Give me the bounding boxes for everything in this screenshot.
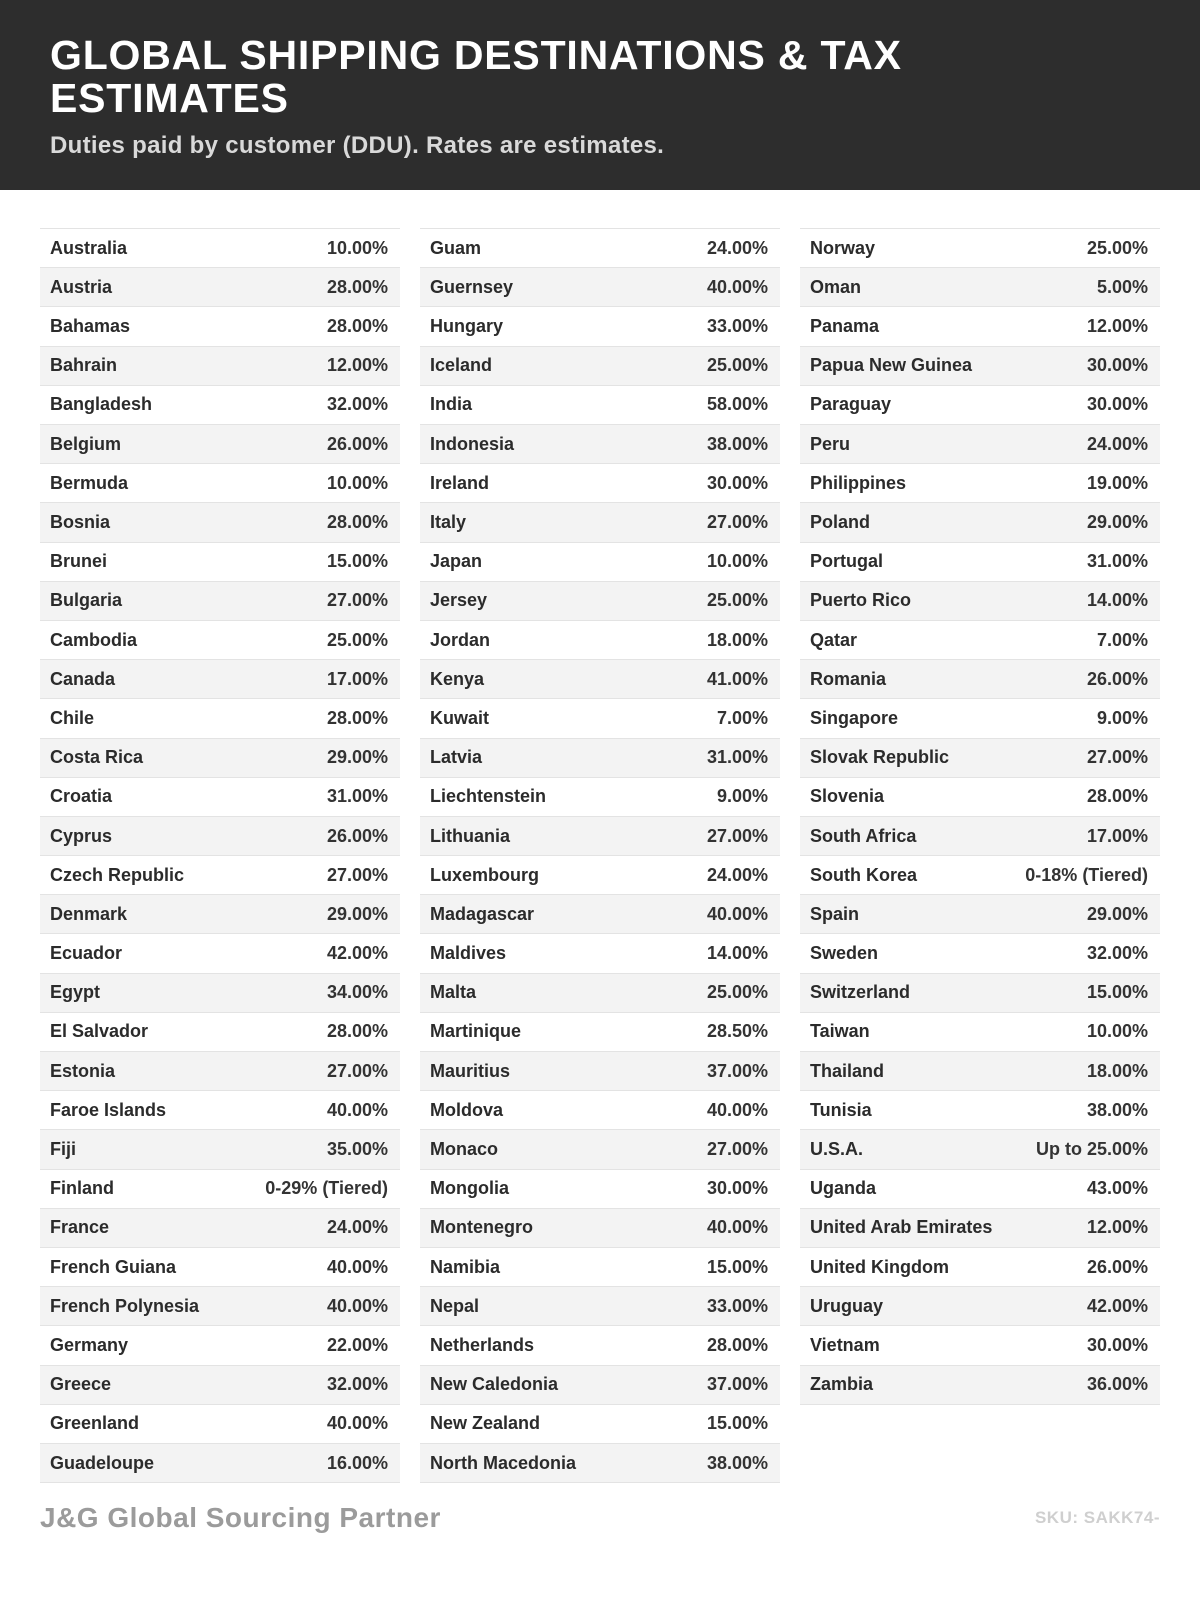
table-row: [420, 1326, 780, 1365]
table-column-3: [800, 228, 1160, 1405]
table-row: [40, 778, 400, 817]
tax-rate: 31.00%: [1086, 551, 1148, 572]
tax-rate: 9.00%: [716, 786, 768, 807]
table-row: [40, 974, 400, 1013]
table-row: [420, 1209, 780, 1248]
tax-rate: 12.00%: [326, 355, 388, 376]
country-name: France: [50, 1217, 110, 1238]
country-name: New Caledonia: [430, 1374, 559, 1395]
table-row: [800, 974, 1160, 1013]
tax-rate: 27.00%: [706, 512, 768, 532]
page-title: GLOBAL SHIPPING DESTINATIONS & TAX ESTIMATES: [50, 32, 902, 122]
tax-rate: 27.00%: [1086, 747, 1148, 768]
tax-rate: 29.00%: [1086, 903, 1148, 924]
tax-rate: 40.00%: [706, 1217, 768, 1238]
country-name: Spain: [810, 903, 860, 924]
country-name: Paraguay: [810, 394, 892, 415]
country-name: Zambia: [810, 1374, 874, 1395]
table-row: [800, 895, 1160, 934]
tax-rate: 12.00%: [1086, 1217, 1148, 1238]
country-name: Monaco: [430, 1139, 499, 1159]
country-name: Brunei: [50, 551, 108, 572]
country-name: Jordan: [430, 629, 491, 650]
country-name: Belgium: [50, 433, 122, 454]
country-name: Iceland: [430, 355, 493, 376]
tax-rate: 27.00%: [706, 1139, 768, 1159]
country-name: Australia: [50, 237, 128, 258]
tax-rate: 27.00%: [326, 1060, 388, 1081]
tax-rate: 5.00%: [1096, 276, 1148, 297]
tax-rate: Up to 25.00%: [1035, 1139, 1148, 1159]
tax-rate: 9.00%: [1096, 707, 1148, 728]
table-row: [800, 739, 1160, 778]
tax-rate: 29.00%: [1086, 512, 1148, 532]
table-row: [420, 1366, 780, 1405]
tax-rate: 17.00%: [326, 668, 388, 689]
table-row: [800, 229, 1160, 268]
table-row: [800, 856, 1160, 895]
table-row: [40, 699, 400, 738]
country-name: Germany: [50, 1334, 129, 1355]
tax-rate: 34.00%: [326, 982, 388, 1003]
table-row: [40, 1326, 400, 1365]
footer: [40, 1502, 1160, 1534]
table-row: [800, 425, 1160, 464]
country-name: Indonesia: [430, 433, 515, 454]
tax-rate: 25.00%: [1086, 237, 1148, 258]
tax-rate: 0-29% (Tiered): [265, 1178, 388, 1199]
table-row: [40, 1248, 400, 1287]
table-row: [420, 1248, 780, 1287]
table-row: [40, 425, 400, 464]
country-name: Egypt: [50, 982, 101, 1003]
tax-rate: 30.00%: [706, 1178, 768, 1199]
page-subtitle: Duties paid by customer (DDU). Rates are estimates.: [50, 132, 665, 160]
tax-rate: 25.00%: [706, 982, 768, 1003]
tax-rate: 27.00%: [326, 864, 388, 885]
country-name: Czech Republic: [50, 864, 185, 885]
table-row: [800, 582, 1160, 621]
table-row: [420, 582, 780, 621]
table-row: [800, 1091, 1160, 1130]
tax-rate: 25.00%: [706, 355, 768, 376]
tax-rate: 28.00%: [326, 276, 388, 297]
table-row: [800, 1052, 1160, 1091]
country-name: Fiji: [50, 1139, 76, 1159]
table-row: [420, 543, 780, 582]
table-row: [420, 778, 780, 817]
table-row: [800, 503, 1160, 542]
tax-rate: 35.00%: [326, 1139, 388, 1159]
tax-rate: 24.00%: [326, 1217, 388, 1238]
table-row: [40, 817, 400, 856]
country-name: Puerto Rico: [810, 590, 912, 611]
tax-rate: 19.00%: [1086, 472, 1148, 493]
tax-rate: 37.00%: [706, 1374, 768, 1395]
country-name: Bahrain: [50, 355, 118, 376]
country-name: Thailand: [810, 1060, 885, 1081]
header-banner: [0, 0, 1200, 190]
tax-rate: 37.00%: [706, 1060, 768, 1081]
table-row: [420, 386, 780, 425]
table-row: [420, 660, 780, 699]
table-row: [800, 1326, 1160, 1365]
table-row: [40, 621, 400, 660]
tax-rate: 28.00%: [326, 316, 388, 337]
country-name: Norway: [810, 237, 876, 258]
country-name: South Korea: [810, 864, 918, 885]
country-name: Vietnam: [810, 1334, 880, 1355]
table-row: [40, 543, 400, 582]
tax-rate: 15.00%: [706, 1413, 768, 1434]
country-name: Cambodia: [50, 629, 138, 650]
table-row: [420, 856, 780, 895]
table-row: [40, 268, 400, 307]
table-row: [40, 1287, 400, 1326]
tax-rate: 14.00%: [706, 943, 768, 964]
country-name: Uganda: [810, 1178, 877, 1199]
country-name: Slovak Republic: [810, 747, 950, 768]
table-row: [420, 934, 780, 973]
table-row: [420, 895, 780, 934]
tax-rate: 15.00%: [326, 551, 388, 572]
country-name: Martinique: [430, 1021, 522, 1042]
table-row: [420, 974, 780, 1013]
country-name: Luxembourg: [430, 864, 540, 885]
country-name: Guam: [430, 237, 482, 258]
table-row: [40, 1013, 400, 1052]
tax-rate: 22.00%: [326, 1334, 388, 1355]
country-name: El Salvador: [50, 1021, 149, 1042]
country-name: Austria: [50, 276, 113, 297]
tax-rate: 41.00%: [706, 668, 768, 689]
tax-rate: 40.00%: [326, 1295, 388, 1316]
tax-rate: 16.00%: [326, 1452, 388, 1473]
country-name: Greece: [50, 1374, 112, 1395]
country-name: Moldova: [430, 1099, 504, 1120]
table-row: [800, 268, 1160, 307]
tax-rate: 38.00%: [706, 1452, 768, 1473]
tax-rate: 26.00%: [326, 825, 388, 846]
table-row: [40, 739, 400, 778]
tax-rate: 15.00%: [1086, 982, 1148, 1003]
table-row: [40, 1405, 400, 1444]
tax-rate: 28.00%: [706, 1334, 768, 1355]
table-row: [420, 347, 780, 386]
country-name: Cyprus: [50, 825, 113, 846]
country-name: Kuwait: [430, 707, 490, 728]
table-row: [40, 1091, 400, 1130]
tax-rate: 18.00%: [1086, 1060, 1148, 1081]
country-name: Jersey: [430, 590, 488, 611]
country-name: Taiwan: [810, 1021, 870, 1042]
country-name: Tunisia: [810, 1099, 872, 1120]
table-row: [40, 856, 400, 895]
tax-rate: 24.00%: [706, 237, 768, 258]
table-row: [800, 1366, 1160, 1405]
country-name: Latvia: [430, 747, 483, 768]
country-name: United Kingdom: [810, 1256, 949, 1277]
tax-rate: 26.00%: [1086, 1256, 1148, 1277]
table-row: [800, 1248, 1160, 1287]
country-name: Canada: [50, 668, 116, 689]
tax-rate: 30.00%: [1086, 355, 1148, 376]
country-name: Romania: [810, 668, 887, 689]
country-name: French Polynesia: [50, 1295, 200, 1316]
tax-rate: 42.00%: [326, 943, 388, 964]
table-row: [40, 464, 400, 503]
tax-rate: 40.00%: [326, 1413, 388, 1434]
country-name: Faroe Islands: [50, 1099, 167, 1120]
tax-rate: 25.00%: [706, 590, 768, 611]
table-row: [420, 1444, 780, 1483]
table-row: [800, 386, 1160, 425]
country-name: Bangladesh: [50, 394, 153, 415]
country-name: Ecuador: [50, 943, 123, 964]
table-row: [800, 660, 1160, 699]
tax-rate: 29.00%: [326, 903, 388, 924]
table-row: [40, 1209, 400, 1248]
country-name: India: [430, 394, 473, 415]
tax-rate: 32.00%: [1086, 943, 1148, 964]
table-row: [420, 1170, 780, 1209]
tax-rate: 32.00%: [326, 394, 388, 415]
tax-rate: 10.00%: [706, 551, 768, 572]
tax-rate: 40.00%: [326, 1256, 388, 1277]
country-name: Switzerland: [810, 982, 911, 1003]
tax-rate: 28.00%: [326, 512, 388, 532]
tax-rate: 10.00%: [326, 472, 388, 493]
sku-label: SKU: SAKK74-: [1034, 1508, 1160, 1527]
tax-rate: 40.00%: [706, 903, 768, 924]
table-row: [40, 229, 400, 268]
brand-name: J&G Global Sourcing Partner: [40, 1502, 441, 1533]
table-row: [40, 1444, 400, 1483]
country-name: Denmark: [50, 903, 128, 924]
tax-rate: 7.00%: [716, 707, 768, 728]
tax-rate: 38.00%: [1086, 1099, 1148, 1120]
table-row: [800, 464, 1160, 503]
country-name: Bermuda: [50, 472, 129, 493]
table-row: [420, 268, 780, 307]
table-column-1: [40, 228, 400, 1483]
tax-rates-table: [0, 190, 1200, 1483]
country-name: Lithuania: [430, 825, 510, 846]
table-row: [420, 739, 780, 778]
table-row: [800, 347, 1160, 386]
country-name: South Africa: [810, 825, 917, 846]
tax-rate: 7.00%: [1096, 629, 1148, 650]
tax-rate: 10.00%: [326, 237, 388, 258]
country-name: Qatar: [810, 629, 858, 650]
table-row: [420, 307, 780, 346]
table-row: [40, 386, 400, 425]
tax-rate: 29.00%: [326, 747, 388, 768]
tax-rate: 33.00%: [706, 316, 768, 337]
country-name: Guadeloupe: [50, 1452, 155, 1473]
tax-rate: 40.00%: [706, 276, 768, 297]
country-name: Liechtenstein: [430, 786, 547, 807]
country-name: Peru: [810, 433, 851, 454]
table-row: [420, 503, 780, 542]
table-row: [40, 1052, 400, 1091]
country-name: Guernsey: [430, 276, 514, 297]
table-row: [800, 817, 1160, 856]
country-name: Slovenia: [810, 786, 885, 807]
tax-rate: 24.00%: [1086, 433, 1148, 454]
table-row: [40, 1130, 400, 1169]
table-row: [800, 1287, 1160, 1326]
table-row: [420, 1405, 780, 1444]
country-name: U.S.A.: [810, 1139, 864, 1159]
table-row: [800, 621, 1160, 660]
country-name: Bosnia: [50, 512, 111, 532]
tax-rate: 30.00%: [1086, 394, 1148, 415]
country-name: New Zealand: [430, 1413, 541, 1434]
country-name: North Macedonia: [430, 1452, 577, 1473]
tax-rate: 36.00%: [1086, 1374, 1148, 1395]
country-name: Italy: [430, 512, 467, 532]
tax-rate: 27.00%: [706, 825, 768, 846]
country-name: Montenegro: [430, 1217, 533, 1238]
tax-rate: 14.00%: [1086, 590, 1148, 611]
table-row: [40, 582, 400, 621]
tax-rate: 25.00%: [326, 629, 388, 650]
tax-rate: 10.00%: [1086, 1021, 1148, 1042]
table-row: [420, 464, 780, 503]
tax-rate: 28.00%: [1086, 786, 1148, 807]
table-row: [800, 1130, 1160, 1169]
country-name: United Arab Emirates: [810, 1217, 993, 1238]
table-row: [40, 503, 400, 542]
tax-rate: 40.00%: [706, 1099, 768, 1120]
table-row: [420, 425, 780, 464]
tax-rate: 30.00%: [706, 472, 768, 493]
country-name: Philippines: [810, 472, 907, 493]
country-name: Costa Rica: [50, 747, 144, 768]
country-name: Estonia: [50, 1060, 116, 1081]
country-name: Bulgaria: [50, 590, 123, 611]
tax-rate: 32.00%: [326, 1374, 388, 1395]
table-row: [40, 1366, 400, 1405]
country-name: Ireland: [430, 472, 490, 493]
table-row: [800, 1209, 1160, 1248]
tax-rate: 17.00%: [1086, 825, 1148, 846]
tax-rate: 27.00%: [326, 590, 388, 611]
tax-rate: 0-18% (Tiered): [1025, 864, 1148, 885]
country-name: Poland: [810, 512, 871, 532]
country-name: Nepal: [430, 1295, 480, 1316]
tax-rate: 28.00%: [326, 1021, 388, 1042]
country-name: Malta: [430, 982, 477, 1003]
country-name: Uruguay: [810, 1295, 884, 1316]
tax-rate: 28.00%: [326, 707, 388, 728]
table-row: [420, 1130, 780, 1169]
tax-rate: 12.00%: [1086, 316, 1148, 337]
table-row: [800, 699, 1160, 738]
tax-rate: 40.00%: [326, 1099, 388, 1120]
country-name: Netherlands: [430, 1334, 535, 1355]
country-name: Japan: [430, 551, 483, 572]
tax-rate: 33.00%: [706, 1295, 768, 1316]
table-row: [800, 1170, 1160, 1209]
tax-rate: 38.00%: [706, 433, 768, 454]
country-name: Madagascar: [430, 903, 535, 924]
table-column-2: [420, 228, 780, 1483]
tax-rate: 18.00%: [706, 629, 768, 650]
table-row: [40, 660, 400, 699]
table-row: [800, 543, 1160, 582]
table-row: [420, 621, 780, 660]
table-row: [420, 817, 780, 856]
tax-rate: 30.00%: [1086, 1334, 1148, 1355]
tax-rate: 28.50%: [706, 1021, 768, 1042]
country-name: Singapore: [810, 707, 899, 728]
table-row: [800, 307, 1160, 346]
country-name: Maldives: [430, 943, 507, 964]
tax-rate: 58.00%: [706, 394, 768, 415]
table-row: [800, 1013, 1160, 1052]
country-name: Namibia: [430, 1256, 501, 1277]
tax-rate: 31.00%: [326, 786, 388, 807]
country-name: Croatia: [50, 786, 113, 807]
country-name: Chile: [50, 707, 95, 728]
table-row: [420, 1013, 780, 1052]
table-row: [420, 1287, 780, 1326]
table-row: [800, 778, 1160, 817]
table-row: [40, 934, 400, 973]
country-name: French Guiana: [50, 1256, 177, 1277]
tax-rate: 26.00%: [326, 433, 388, 454]
tax-rate: 24.00%: [706, 864, 768, 885]
country-name: Bahamas: [50, 316, 131, 337]
tax-rate: 26.00%: [1086, 668, 1148, 689]
tax-rate: 15.00%: [706, 1256, 768, 1277]
country-name: Greenland: [50, 1413, 140, 1434]
country-name: Portugal: [810, 551, 884, 572]
tax-rate: 31.00%: [706, 747, 768, 768]
table-row: [40, 347, 400, 386]
table-row: [800, 934, 1160, 973]
country-name: Mauritius: [430, 1060, 511, 1081]
country-name: Mongolia: [430, 1178, 509, 1199]
table-row: [40, 307, 400, 346]
country-name: Finland: [50, 1178, 114, 1199]
tax-rate: 43.00%: [1086, 1178, 1148, 1199]
country-name: Sweden: [810, 943, 879, 964]
table-row: [420, 1052, 780, 1091]
country-name: Kenya: [430, 668, 485, 689]
table-row: [420, 1091, 780, 1130]
table-row: [420, 229, 780, 268]
country-name: Papua New Guinea: [810, 355, 973, 376]
country-name: Oman: [810, 276, 862, 297]
tax-rate: 42.00%: [1086, 1295, 1148, 1316]
table-row: [40, 895, 400, 934]
table-row: [40, 1170, 400, 1209]
country-name: Hungary: [430, 316, 504, 337]
table-row: [420, 699, 780, 738]
country-name: Panama: [810, 316, 880, 337]
